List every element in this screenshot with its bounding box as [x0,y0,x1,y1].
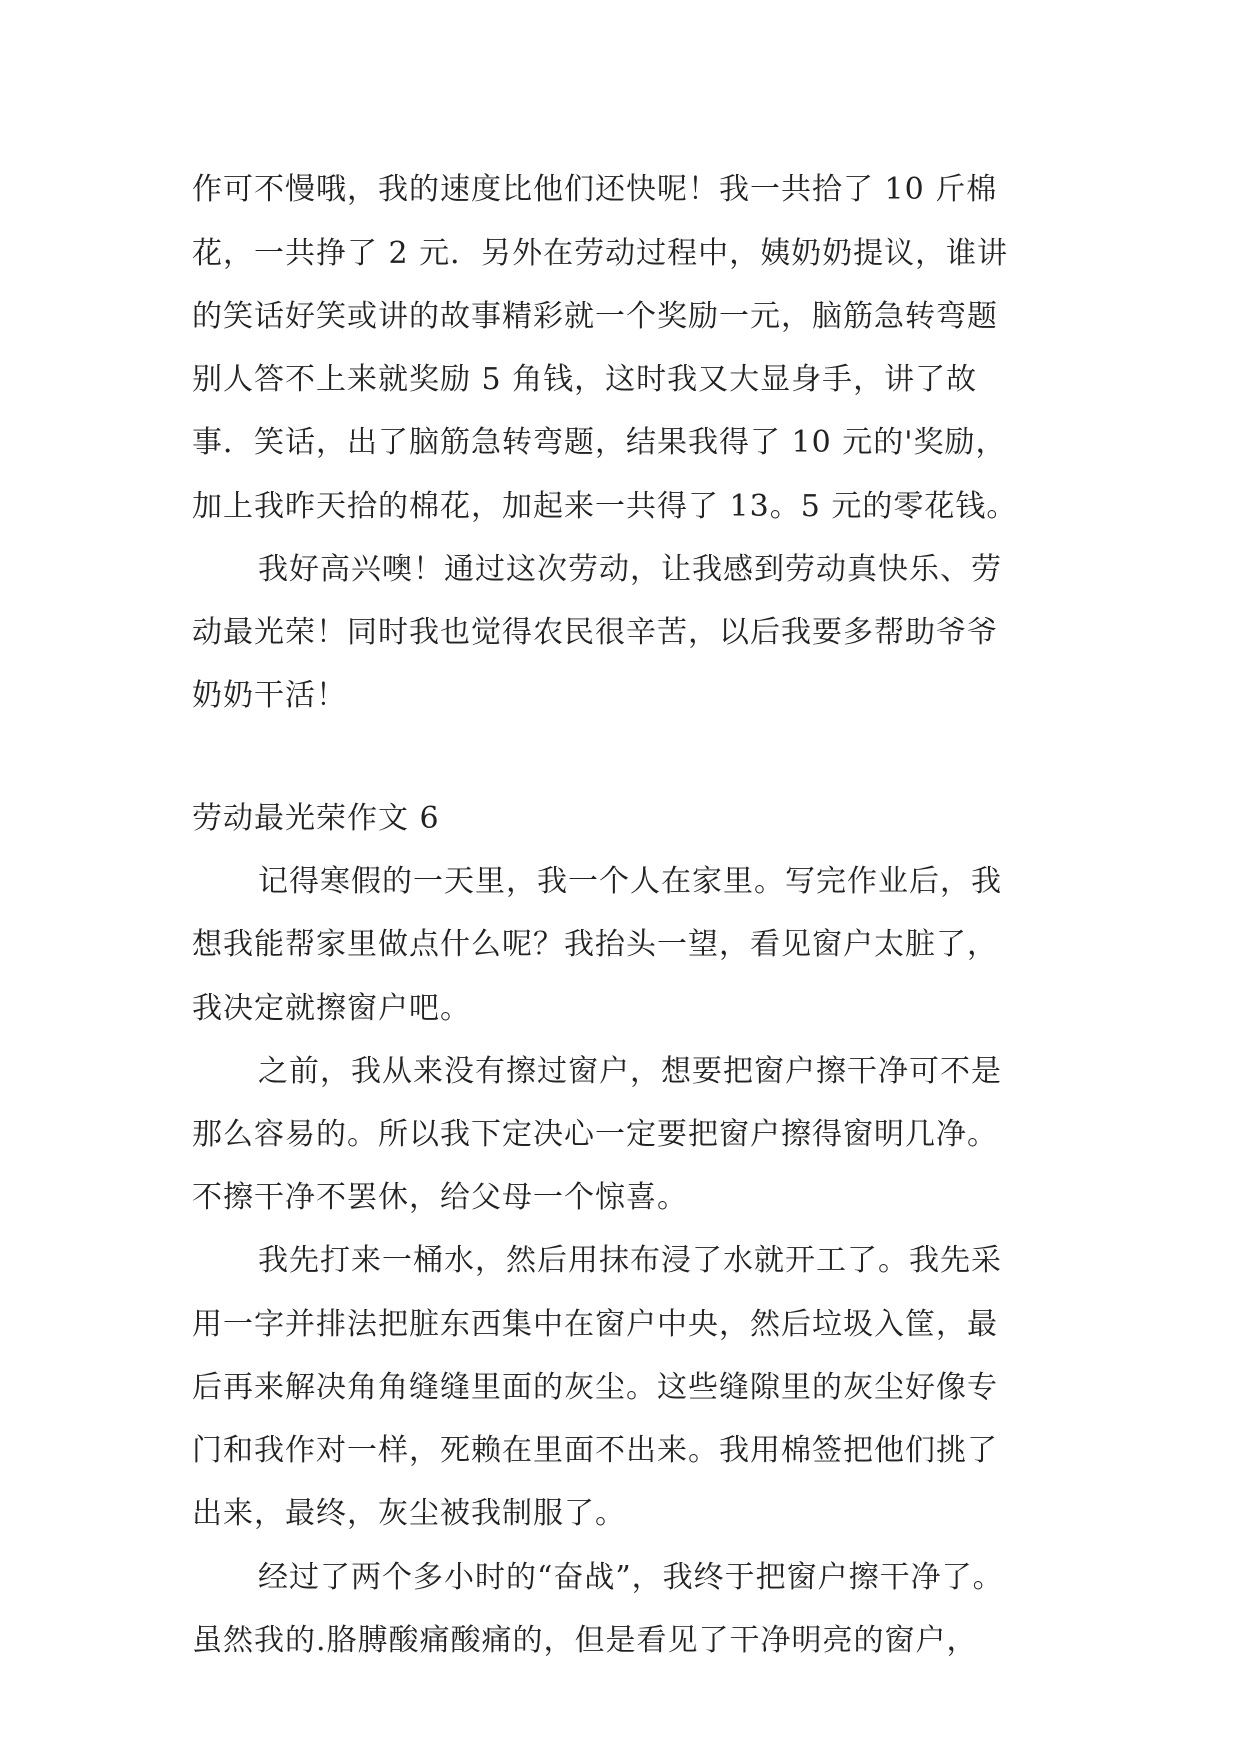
paragraph-line: 不擦干净不罢休，给父母一个惊喜。 [192,1180,688,1215]
paragraph-line: 经过了两个多小时的“奋战”，我终于把窗户擦干净了。 [258,1560,1004,1595]
paragraph-line: 事．笑话，出了脑筋急转弯题，结果我得了 10 元的'奖励， [192,425,1007,460]
paragraph-line: 动最光荣！同时我也觉得农民很辛苦，以后我要多帮助爷爷 [192,615,998,650]
paragraph-line: 加上我昨天拾的棉花，加起来一共得了 13。5 元的零花钱。 [192,489,1018,524]
paragraph-line: 花，一共挣了 2 元．另外在劳动过程中，姨奶奶提议，谁讲 [192,236,1009,271]
paragraph-line: 门和我作对一样，死赖在里面不出来。我用棉签把他们挑了 [192,1433,998,1468]
paragraph-line: 我好高兴噢！通过这次劳动，让我感到劳动真快乐、劳 [258,552,1002,587]
paragraph-line: 虽然我的.胳膊酸痛酸痛的，但是看见了干净明亮的窗户， [192,1623,978,1658]
paragraph-line: 的笑话好笑或讲的故事精彩就一个奖励一元，脑筋急转弯题 [192,299,998,334]
paragraph-line: 别人答不上来就奖励 5 角钱，这时我又大显身手，讲了故 [192,362,978,397]
paragraph-line: 记得寒假的一天里，我一个人在家里。写完作业后，我 [258,864,1002,899]
paragraph-line: 我决定就擦窗户吧。 [192,991,471,1026]
paragraph-line: 出来，最终，灰尘被我制服了。 [192,1496,626,1531]
paragraph-line: 我先打来一桶水，然后用抹布浸了水就开工了。我先采 [258,1243,1002,1278]
section-title: 劳动最光荣作文 6 [192,801,440,836]
paragraph-line: 之前，我从来没有擦过窗户，想要把窗户擦干净可不是 [258,1054,1002,1089]
paragraph-line: 后再来解决角角缝缝里面的灰尘。这些缝隙里的灰尘好像专 [192,1370,998,1405]
paragraph-line: 用一字并排法把脏东西集中在窗户中央，然后垃圾入筐，最 [192,1307,998,1342]
paragraph-line: 作可不慢哦，我的速度比他们还快呢！我一共拾了 10 斤棉 [192,172,998,207]
paragraph-line: 想我能帮家里做点什么呢？我抬头一望，看见窗户太脏了， [192,927,998,962]
paragraph-line: 那么容易的。所以我下定决心一定要把窗户擦得窗明几净。 [192,1117,998,1152]
paragraph-line: 奶奶干活！ [192,678,347,713]
